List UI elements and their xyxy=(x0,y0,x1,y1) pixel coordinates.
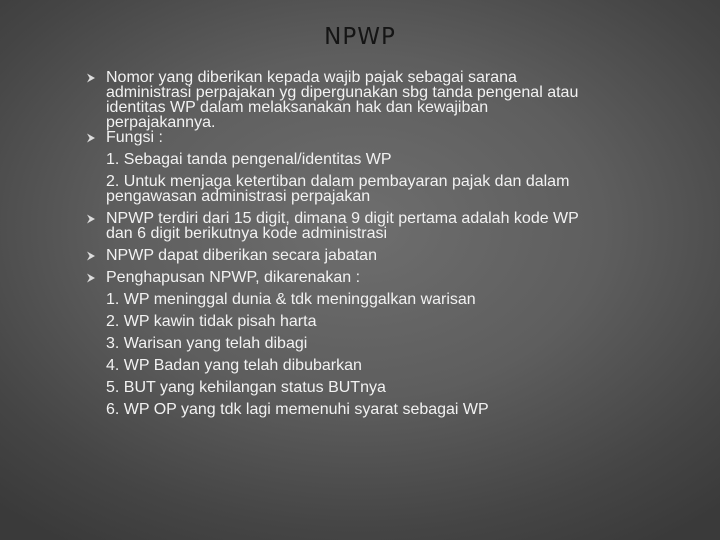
bullet-line: identitas WP dalam melaksanakan hak dan kewajiban xyxy=(106,99,489,116)
bullet-line: 1. Sebagai tanda pengenal/identitas WP xyxy=(106,151,392,168)
bullet-line: 6. WP OP yang tdk lagi memenuhi syarat sebagai WP xyxy=(106,401,489,418)
bullet-line: 1. WP meninggal dunia & tdk meninggalkan warisan xyxy=(106,291,476,308)
slide-title: NPWP xyxy=(324,24,396,50)
bullet-line: Nomor yang diberikan kepada wajib pajak sebagai sarana xyxy=(106,69,517,86)
bullet-line: perpajakannya. xyxy=(106,114,216,131)
bullet-line: Fungsi : xyxy=(106,129,163,146)
arrowhead-bullet-icon xyxy=(86,214,96,224)
bullet-line: dan 6 digit berikutnya kode administrasi xyxy=(106,225,388,242)
bullet-line: pengawasan administrasi perpajakan xyxy=(106,188,371,205)
bullet-line: 4. WP Badan yang telah dibubarkan xyxy=(106,357,362,374)
bullet-line: 2. WP kawin tidak pisah harta xyxy=(106,313,317,330)
arrowhead-bullet-icon xyxy=(86,133,96,143)
bullet-line: NPWP terdiri dari 15 digit, dimana 9 digit pertama adalah kode WP xyxy=(106,210,579,227)
bullet-line: Penghapusan NPWP, dikarenakan : xyxy=(106,269,361,286)
bullet-line: 2. Untuk menjaga ketertiban dalam pembayaran pajak dan dalam xyxy=(106,173,570,190)
bullet-line: 5. BUT yang kehilangan status BUTnya xyxy=(106,379,386,396)
bullet-line: 3. Warisan yang telah dibagi xyxy=(106,335,308,352)
arrowhead-bullet-icon xyxy=(86,251,96,261)
arrowhead-bullet-icon xyxy=(86,273,96,283)
arrowhead-bullet-icon xyxy=(86,73,96,83)
bullet-line: NPWP dapat diberikan secara jabatan xyxy=(106,247,377,264)
bullet-line: administrasi perpajakan yg dipergunakan sbg tanda pengenal atau xyxy=(106,84,579,101)
